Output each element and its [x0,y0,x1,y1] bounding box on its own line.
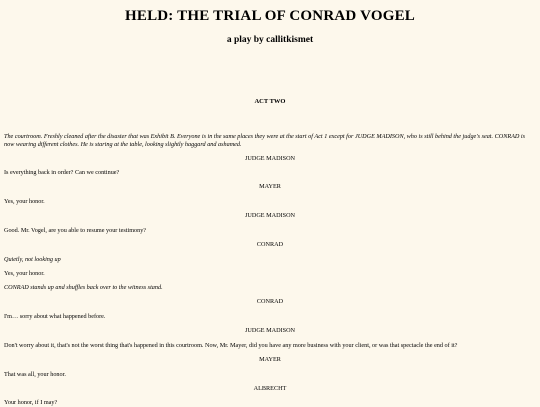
speaker-name: MAYER [259,183,281,190]
speaker-name: JUDGE MADISON [244,327,296,334]
speaker-name: CONRAD [256,241,284,248]
dialogue-line: Is everything back in order? Can we continue? [4,169,120,176]
dialogue-line: Don't worry about it, that's not the worst thing that's happened in this courtroom. Now, Mr. Mayer, did you have any more business with your client, or was that spectacle the end of it? [4,342,458,349]
speaker-name: JUDGE MADISON [244,155,296,162]
parenthetical-direction: Quietly, not looking up [4,256,61,263]
speaker-name: JUDGE MADISON [244,212,296,219]
speaker-name: ALBRECHT [253,385,287,392]
dialogue-line: Yes, your honor. [4,198,45,205]
dialogue-line: Your honor, if I may? [4,399,58,406]
dialogue-line: Yes, your honor. [4,270,45,277]
play-title: HELD: THE TRIAL OF CONRAD VOGEL [125,8,415,24]
dialogue-line: Good. Mr. Vogel, are you able to resume your testimony? [4,227,147,234]
stage-direction: CONRAD stands up and shuffles back over to the witness stand. [4,284,163,291]
opening-stage-direction: The courtroom. Freshly cleaned after the disaster that was Exhibit B. Everyone is in the same places they were at the start of Act 1 except for JUDGE MADISON, who is still behind the judge's seat. CONRAD is now wearing different clothes. He is staring at the table, looking slightly haggard and ashamed. [4,133,526,148]
speaker-name: MAYER [259,356,281,363]
dialogue-line: I'm… sorry about what happened before. [4,313,106,320]
act-heading: ACT TWO [254,98,286,105]
speaker-name: CONRAD [256,298,284,305]
dialogue-line: That was all, your honor. [4,371,66,378]
play-byline: a play by callitkismet [226,35,314,45]
